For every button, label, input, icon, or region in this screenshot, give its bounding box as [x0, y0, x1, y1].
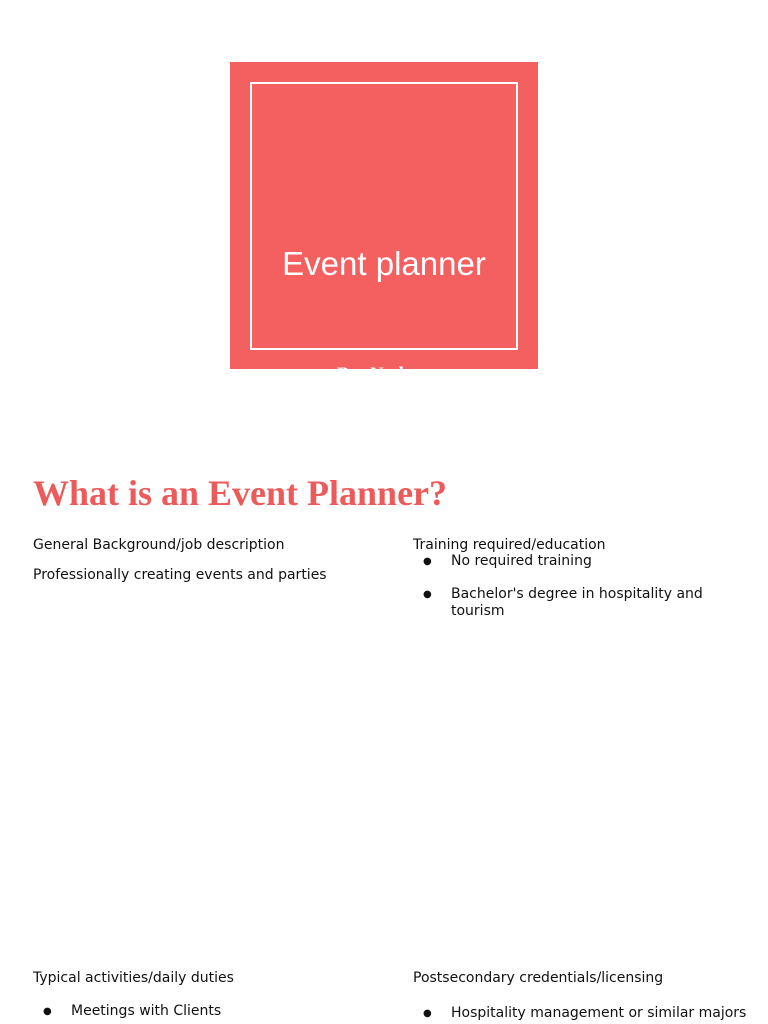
training-list [413, 553, 733, 620]
list-item: ● Bachelor's degree in hospitality and tourism [413, 586, 733, 620]
cover-frame [250, 82, 518, 350]
activities-label: Typical activities/daily duties [33, 970, 234, 986]
cover-author: By: Nadeen [336, 364, 432, 385]
list-item: ● Meetings with Clients [33, 1003, 353, 1020]
cover-title: Event planner [282, 245, 486, 282]
list-item: ● Hospitality management or similar majors [413, 1005, 753, 1022]
list-item: ● No required training [413, 553, 733, 570]
credentials-list [413, 1005, 753, 1022]
activities-list [33, 1003, 353, 1020]
section-heading: What is an Event Planner? [33, 473, 448, 513]
training-label: Training required/education [413, 537, 606, 553]
credentials-label: Postsecondary credentials/licensing [413, 970, 664, 986]
background-label: General Background/job description [33, 537, 285, 553]
cover-panel [230, 62, 538, 385]
background-text: Professionally creating events and parties [33, 567, 327, 583]
